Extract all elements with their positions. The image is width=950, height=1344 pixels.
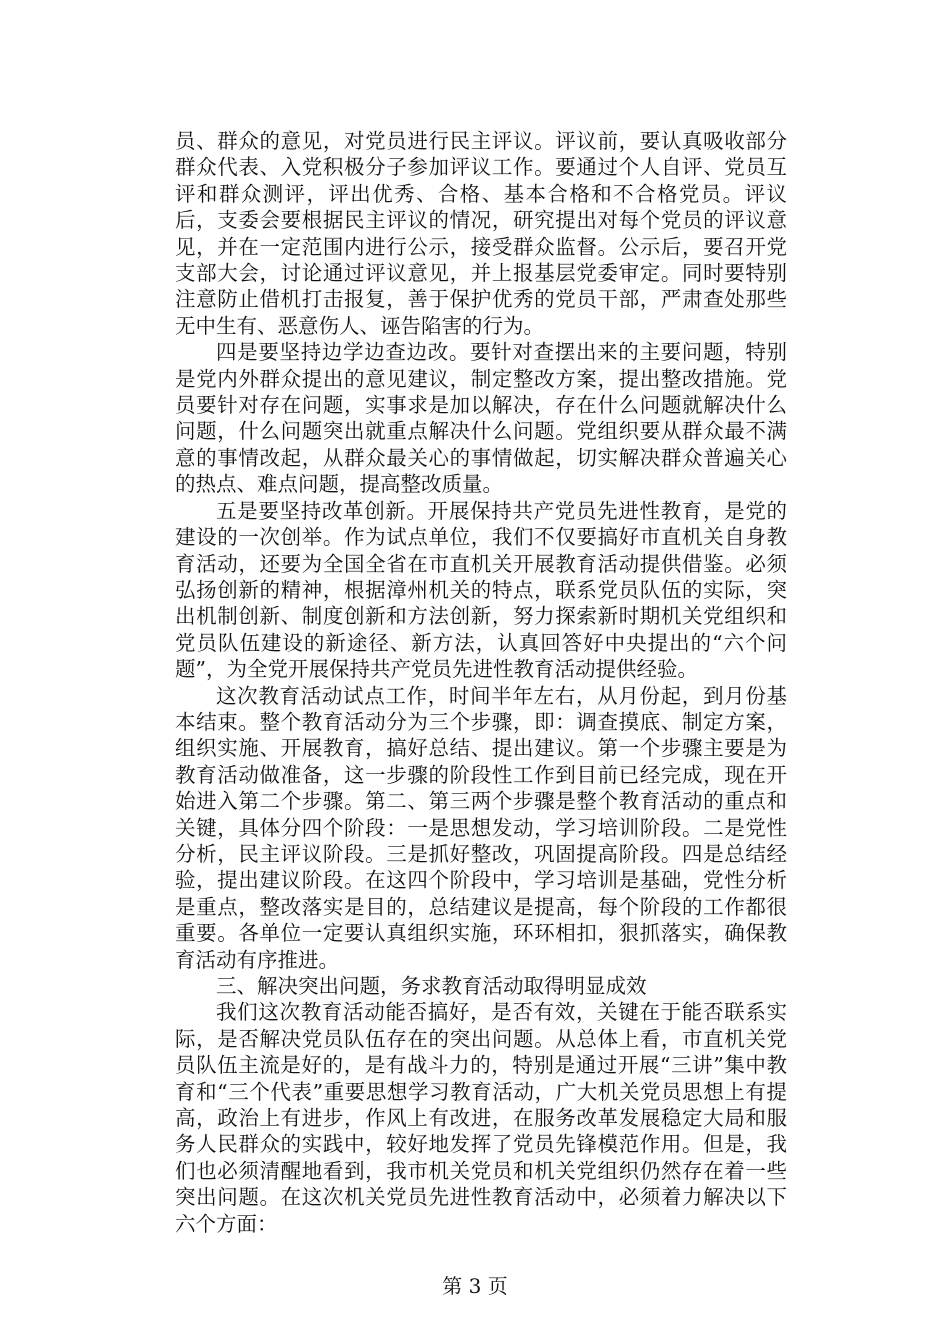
paragraph-5: 我们这次教育活动能否搞好，是否有效，关键在于能否联系实际，是否解决党员队伍存在的突出问题。从总体上看，市直机关党员队伍主流是好的，是有战斗力的，特别是通过开展“三讲”集中教育和“三个代表”重要思想学习教育活动，广大机关党员思想上有提高，政治上有进步，作风上有改进，在服务改革发展稳定大局和服务人民群众的实践中，较好地发挥了党员先锋模范作用。但是，我们也必须清醒地看到，我市机关党员和机关党组织仍然存在着一些突出问题。在这次机关党员先进性教育活动中，必须着力解决以下六个方面： [175, 1000, 787, 1236]
paragraph-3: 五是要坚持改革创新。开展保持共产党员先进性教育，是党的建设的一次创举。作为试点单位，我们不仅要搞好市直机关自身教育活动，还要为全国全省在市直机关开展教育活动提供借鉴。必须弘扬创新的精神，根据漳州机关的特点，联系党员队伍的实际，突出机制创新、制度创新和方法创新，努力探索新时期机关党组织和党员队伍建设的新途径、新方法，认真回答好中央提出的“六个问题”，为全党开展保持共产党员先进性教育活动提供经验。 [175, 498, 787, 682]
page-number: 第 3 页 [442, 1274, 508, 1298]
paragraph-1: 员、群众的意见，对党员进行民主评议。评议前，要认真吸收部分群众代表、入党积极分子参加评议工作。要通过个人自评、党员互评和群众测评，评出优秀、合格、基本合格和不合格党员。评议后，支委会要根据民主评议的情况，研究提出对每个党员的评议意见，并在一定范围内进行公示，接受群众监督。公示后，要召开党支部大会，讨论通过评议意见，并上报基层党委审定。同时要特别注意防止借机打击报复，善于保护优秀的党员干部，严肃查处那些无中生有、恶意伤人、诬告陷害的行为。 [175, 129, 787, 338]
document-body [175, 128, 787, 1237]
section-heading: 三、解决突出问题，务求教育活动取得明显成效 [216, 974, 647, 998]
paragraph-4: 这次教育活动试点工作，时间半年左右，从月份起，到月份基本结束。整个教育活动分为三个步骤，即：调查摸底、制定方案，组织实施、开展教育，搞好总结、提出建议。第一个步骤主要是为教育活动做准备，这一步骤的阶段性工作到目前已经完成，现在开始进入第二个步骤。第二、第三两个步骤是整个教育活动的重点和关键，具体分四个阶段：一是思想发动，学习培训阶段。二是党性分析，民主评议阶段。三是抓好整改，巩固提高阶段。四是总结经验，提出建议阶段。在这四个阶段中，学习培训是基础，党性分析是重点，整改落实是目的，总结建议是提高，每个阶段的工作都很重要。各单位一定要认真组织实施，环环相扣，狠抓落实，确保教育活动有序推进。 [175, 683, 787, 972]
paragraph-2: 四是要坚持边学边查边改。要针对查摆出来的主要问题，特别是党内外群众提出的意见建议，制定整改方案，提出整改措施。党员要针对存在问题，实事求是加以解决，存在什么问题就解决什么问题，什么问题突出就重点解决什么问题。党组织要从群众最不满意的事情改起，从群众最关心的事情做起，切实解决群众普遍关心的热点、难点问题，提高整改质量。 [175, 340, 787, 497]
